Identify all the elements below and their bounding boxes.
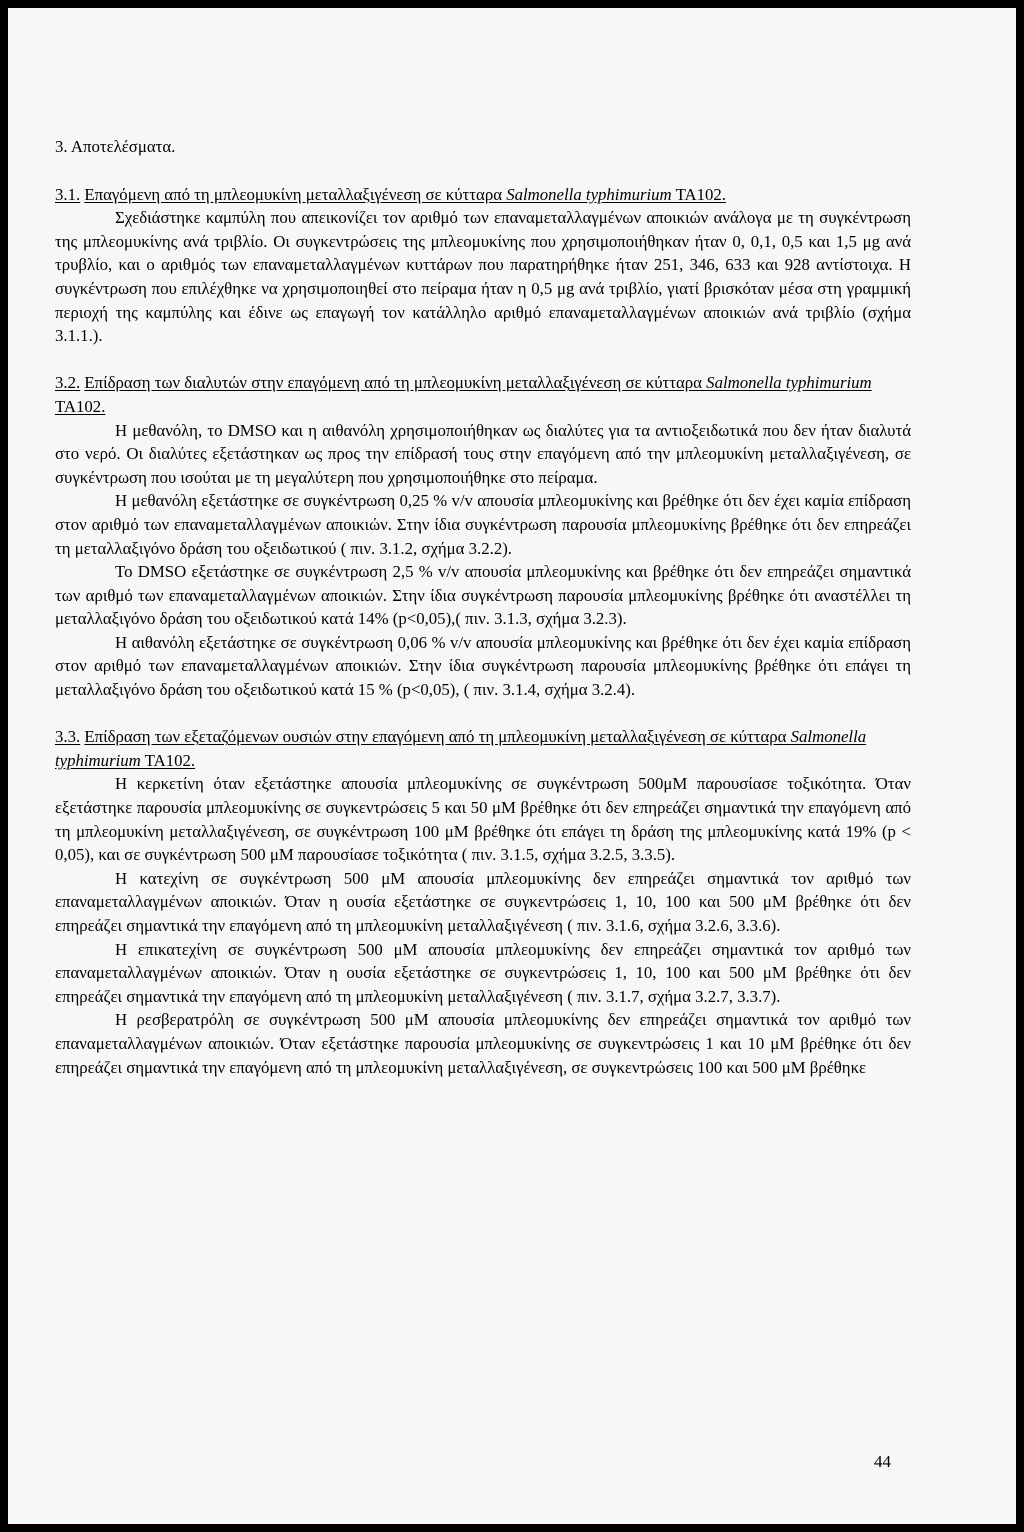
paragraph: Η μεθανόλη, το DMSO και η αιθανόλη χρησιμοποιήθηκαν ως διαλύτες για τα αντιοξειδωτικά που δεν ήταν διαλυτά στο νερό. Οι διαλύτες εξετάστηκαν ως προς την επίδρασή τους στην επαγόμενη από την μπλεομυκίνη μεταλλαξιγένεση, σε συγκέντρωση που ισούται με τη μεγαλύτερη που χρησιμοποιήθηκε στο πείραμα. [55,420,911,487]
page-content [55,135,911,1079]
section-title-3-3 [55,725,911,772]
section-title-organism: Salmonella typhimurium [706,373,872,393]
section-title-strain: TA102. [671,184,726,204]
paragraph: Το DMSO εξετάστηκε σε συγκέντρωση 2,5 % v/v απουσία μπλεομυκίνης και βρέθηκε ότι δεν επηρεάζει σημαντικά των αριθμό των επαναμεταλλαγμένων αποικιών. Στην ίδια συγκέντρωση παρουσία μπλεομυκίνης βρέθηκε ότι αναστέλλει τη μεταλλαξιγόνο δράση του οξειδωτικού κατά 14% (p<0,05),( πιν. 3.1.3, σχήμα 3.2.3). [55,562,911,629]
paragraph: Η ρεσβερατρόλη σε συγκέντρωση 500 μΜ απουσία μπλεομυκίνης δεν επηρεάζει σημαντικά τον αριθμό των επαναμεταλλαγμένων αποικιών. Όταν εξετάστηκε παρουσία μπλεομυκίνης σε συγκεντρώσεις 1 και 10 μΜ βρέθηκε ότι δεν επηρεάζει σημαντικά την επαγόμενη από τη μπλεομυκίνη μεταλλαξιγένεση, σε συγκεντρώσεις 100 και 500 μΜ βρέθηκε [55,1010,911,1077]
page-number: 44 [874,1452,891,1471]
section-title-text: Επίδραση των εξεταζόμενων ουσιών στην επαγόμενη από τη μπλεομυκίνη μεταλλαξιγένεση σε κύτταρα [84,727,791,747]
section-title-number: 3.2. [55,373,81,393]
paragraph: Η μεθανόλη εξετάστηκε σε συγκέντρωση 0,25 % v/v απουσία μπλεομυκίνης και βρέθηκε ότι δεν έχει καμία επίδραση στον αριθμό των επαναμεταλλαγμένων αποικιών. Στην ίδια συγκέντρωση παρουσία μπλεομυκίνης βρέθηκε ότι δεν επηρεάζει τη μεταλλαξιγόνο δράση του οξειδωτικού ( πιν. 3.1.2, σχήμα 3.2.2). [55,491,911,558]
paragraph: Η επικατεχίνη σε συγκέντρωση 500 μΜ απουσία μπλεομυκίνης δεν επηρεάζει σημαντικά τον αριθμό των επαναμεταλλαγμένων αποικιών. Όταν η ουσία εξετάστηκε σε συγκεντρώσεις 1, 10, 100 και 500 μΜ βρέθηκε ότι δεν επηρεάζει σημαντικά την επαγόμενη από τη μπλεομυκίνη μεταλλαξιγένεση ( πιν. 3.1.7, σχήμα 3.2.7, 3.3.7). [55,939,911,1006]
section-title-text: Επαγόμενη από τη μπλεομυκίνη μεταλλαξιγένεση σε κύτταρα [84,184,507,204]
section-spacer [55,702,911,726]
section-title-strain: TA102. [55,396,106,416]
chapter-heading: 3. Αποτελέσματα. [55,137,176,156]
section-title-3-2 [55,371,911,418]
section-title-3-1 [55,183,911,207]
section-title-organism: Salmonella typhimurium [506,184,672,204]
paragraph: Σχεδιάστηκε καμπύλη που απεικονίζει τον αριθμό των επαναμεταλλαγμένων αποικιών ανάλογα με τη συγκέντρωση της μπλεομυκίνης ανά τριβλίο. Οι συγκεντρώσεις της μπλεομυκίνης που χρησιμοποιήθηκαν ήταν 0, 0,1, 0,5 και 1,5 μg ανά τρυβλίο, και ο αριθμός των επαναμεταλλαγμένων κυττάρων που παρατηρήθηκε ήταν 251, 346, 633 και 928 αντίστοιχα. Η συγκέντρωση που επιλέχθηκε να χρησιμοποιηθεί στο πείραμα ήταν η 0,5 μg ανά τριβλίο, γιατί βρισκόταν μέσα στη γραμμική περιοχή της καμπύλης και έδινε ως επαγωγή τον κατάλληλο αριθμό επαναμεταλλαγμένων αποικιών ανά τριβλίο (σχήμα 3.1.1.). [55,208,911,346]
section-spacer [55,348,911,372]
paragraph: Η αιθανόλη εξετάστηκε σε συγκέντρωση 0,06 % v/v απουσία μπλεομυκίνης και βρέθηκε ότι δεν έχει καμία επίδραση στον αριθμό των επαναμεταλλαγμένων αποικιών. Στην ίδια συγκέντρωση παρουσία μπλεομυκίνης βρέθηκε ότι επάγει τη μεταλλαξιγόνο δράση του οξειδωτικού κατά 15 % (p<0,05), ( πιν. 3.1.4, σχήμα 3.2.4). [55,632,911,700]
paragraph: Η κερκετίνη όταν εξετάστηκε απουσία μπλεομυκίνης σε συγκέντρωση 500μΜ παρουσίασε τοξικότητα. Όταν εξετάστηκε παρουσία μπλεομυκίνης σε συγκεντρώσεις 5 και 50 μΜ βρέθηκε ότι δεν επηρεάζει σημαντικά την επαγόμενη από τη μπλεομυκίνη μεταλλαξιγένεση, σε συγκέντρωση 100 μΜ βρέθηκε ότι επάγει τη δράση της μπλεομυκίνης κατά 19% (p < 0,05), και σε συγκέντρωση 500 μΜ παρουσίασε τοξικότητα ( πιν. 3.1.5, σχήμα 3.2.5, 3.3.5). [55,774,911,865]
paragraph: Η κατεχίνη σε συγκέντρωση 500 μΜ απουσία μπλεομυκίνης δεν επηρεάζει σημαντικά τον αριθμό των επαναμεταλλαγμένων αποικιών. Όταν η ουσία εξετάστηκε σε συγκεντρώσεις 1, 10, 100 και 500 μΜ βρέθηκε ότι δεν επηρεάζει σημαντικά την επαγόμενη από τη μπλεομυκίνη μεταλλαξιγένεση ( πιν. 3.1.6, σχήμα 3.2.6, 3.3.6). [55,868,911,935]
section-title-number: 3.1. [55,184,81,204]
document-page [8,8,1016,1524]
section-title-organism: Salmonella typhimurium [55,727,867,770]
section-title-strain: TA102. [140,750,196,770]
section-title-number: 3.3. [55,727,81,747]
section-title-text: Επίδραση των διαλυτών στην επαγόμενη από τη μπλεομυκίνη μεταλλαξιγένεση σε κύτταρα [84,373,707,393]
